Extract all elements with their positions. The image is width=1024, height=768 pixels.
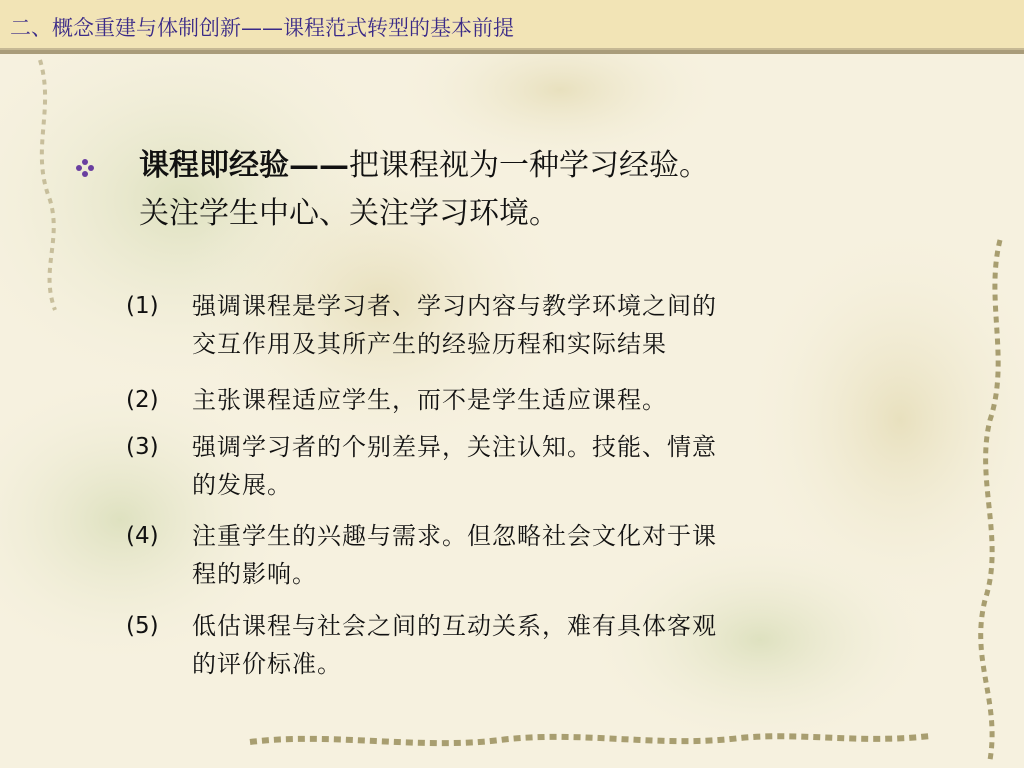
item-text-line1: 低估课程与社会之间的互动关系，难有具体客观	[192, 612, 717, 640]
title-bar	[0, 0, 1024, 50]
item-text	[192, 428, 912, 504]
item-text-line2: 交互作用及其所产生的经验历程和实际结果	[192, 330, 667, 358]
item-number: (4)	[126, 523, 159, 549]
main-point-line1: 把课程视为一种学习经验。	[349, 148, 709, 183]
main-point-heading: 课程即经验——	[139, 148, 349, 183]
item-number: (3)	[126, 434, 159, 460]
item-number: (1)	[126, 293, 159, 319]
item-text-line2: 的评价标准。	[192, 650, 342, 678]
item-text-line1: 强调课程是学习者、学习内容与教学环境之间的	[192, 292, 717, 320]
item-text-line2: 程的影响。	[192, 560, 317, 588]
item-text-line1: 主张课程适应学生，而不是学生适应课程。	[192, 386, 667, 414]
item-number: (5)	[126, 613, 159, 639]
item-text	[192, 607, 912, 683]
item-text	[192, 381, 912, 419]
item-text-line2: 的发展。	[192, 471, 292, 499]
main-point	[139, 142, 939, 238]
item-text	[192, 287, 912, 363]
item-number: (2)	[126, 387, 159, 413]
item-text	[192, 517, 912, 593]
main-point-line2: 关注学生中心、关注学习环境。	[139, 196, 559, 231]
diamond-bullet-icon	[76, 159, 94, 177]
slide-title: 二、概念重建与体制创新——课程范式转型的基本前提	[10, 16, 514, 40]
item-text-line1: 注重学生的兴趣与需求。但忽略社会文化对于课	[192, 522, 717, 550]
item-text-line1: 强调学习者的个别差异，关注认知。技能、情意	[192, 433, 717, 461]
